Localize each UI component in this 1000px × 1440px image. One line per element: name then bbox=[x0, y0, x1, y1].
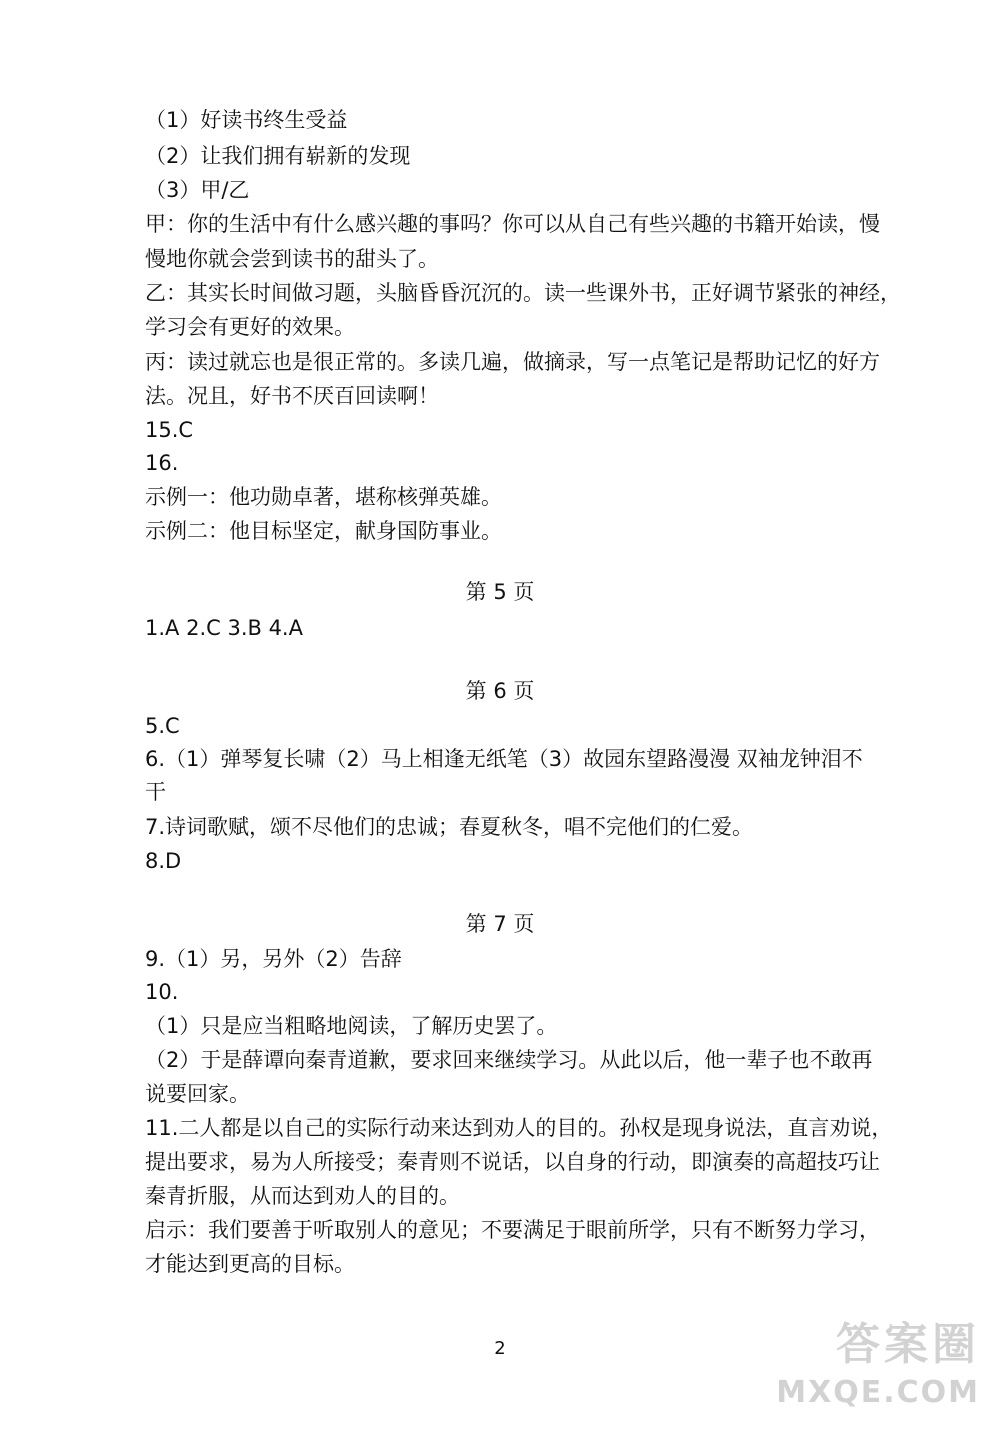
section-heading-page-6: 第 6 页 bbox=[465, 679, 535, 703]
text-line: 16. bbox=[145, 451, 179, 475]
text-line: 甲：你的生活中有什么感兴趣的事吗？你可以从自己有些兴趣的书籍开始读，慢 bbox=[145, 212, 880, 236]
text-line: （2）于是薛谭向秦青道歉，要求回来继续学习。从此以后，他一辈子也不敢再 bbox=[145, 1048, 873, 1072]
watermark-en: MXQE.COM bbox=[776, 1375, 980, 1410]
text-line: 1.A 2.C 3.B 4.A bbox=[145, 616, 303, 640]
text-line: 提出要求，易为人所接受；秦青则不说话，以自身的行动，即演奏的高超技巧让 bbox=[145, 1150, 880, 1174]
text-line: 6.（1）弹琴复长啸（2）马上相逢无纸笔（3）故园东望路漫漫 双袖龙钟泪不 bbox=[145, 747, 863, 771]
text-line: 乙：其实长时间做习题，头脑昏昏沉沉的。读一些课外书，正好调节紧张的神经， bbox=[145, 281, 901, 305]
text-line: 8.D bbox=[145, 849, 182, 873]
section-heading-page-7: 第 7 页 bbox=[465, 912, 535, 936]
text-line: 15.C bbox=[145, 418, 194, 442]
watermark-logo bbox=[750, 1317, 980, 1422]
watermark-cn: 答案圈 bbox=[836, 1319, 980, 1370]
text-line: （1）好读书终生受益 bbox=[145, 108, 348, 132]
text-line: 学习会有更好的效果。 bbox=[145, 315, 355, 339]
text-line: 秦青折服，从而达到劝人的目的。 bbox=[145, 1184, 460, 1208]
text-line: （2）让我们拥有崭新的发现 bbox=[145, 144, 411, 168]
text-line: 说要回家。 bbox=[145, 1082, 250, 1106]
text-line: （3）甲/乙 bbox=[145, 178, 250, 202]
text-line: 示例一：他功勋卓著，堪称核弹英雄。 bbox=[145, 485, 502, 509]
text-line: 10. bbox=[145, 980, 179, 1004]
text-line: 7.诗词歌赋，颂不尽他们的忠诚；春夏秋冬，唱不完他们的仁爱。 bbox=[145, 815, 754, 839]
text-line: 丙：读过就忘也是很正常的。多读几遍，做摘录，写一点笔记是帮助记忆的好方 bbox=[145, 350, 880, 374]
text-line: 9.（1）另，另外（2）告辞 bbox=[145, 947, 402, 971]
text-line: 示例二：他目标坚定，献身国防事业。 bbox=[145, 519, 502, 543]
text-line: 5.C bbox=[145, 714, 180, 738]
text-line: （1）只是应当粗略地阅读，了解历史罢了。 bbox=[145, 1014, 558, 1038]
text-line: 11.二人都是以自己的实际行动来达到劝人的目的。孙权是现身说法，直言劝说， bbox=[145, 1116, 893, 1140]
text-line: 才能达到更高的目标。 bbox=[145, 1252, 355, 1276]
text-line: 慢地你就会尝到读书的甜头了。 bbox=[145, 247, 439, 271]
text-line: 法。况且，好书不厌百回读啊！ bbox=[145, 384, 439, 408]
section-heading-page-5: 第 5 页 bbox=[465, 580, 535, 604]
text-line: 启示：我们要善于听取别人的意见；不要满足于眼前所学，只有不断努力学习， bbox=[145, 1218, 880, 1242]
page-number: 2 bbox=[494, 1338, 506, 1359]
text-line: 干 bbox=[145, 780, 166, 804]
